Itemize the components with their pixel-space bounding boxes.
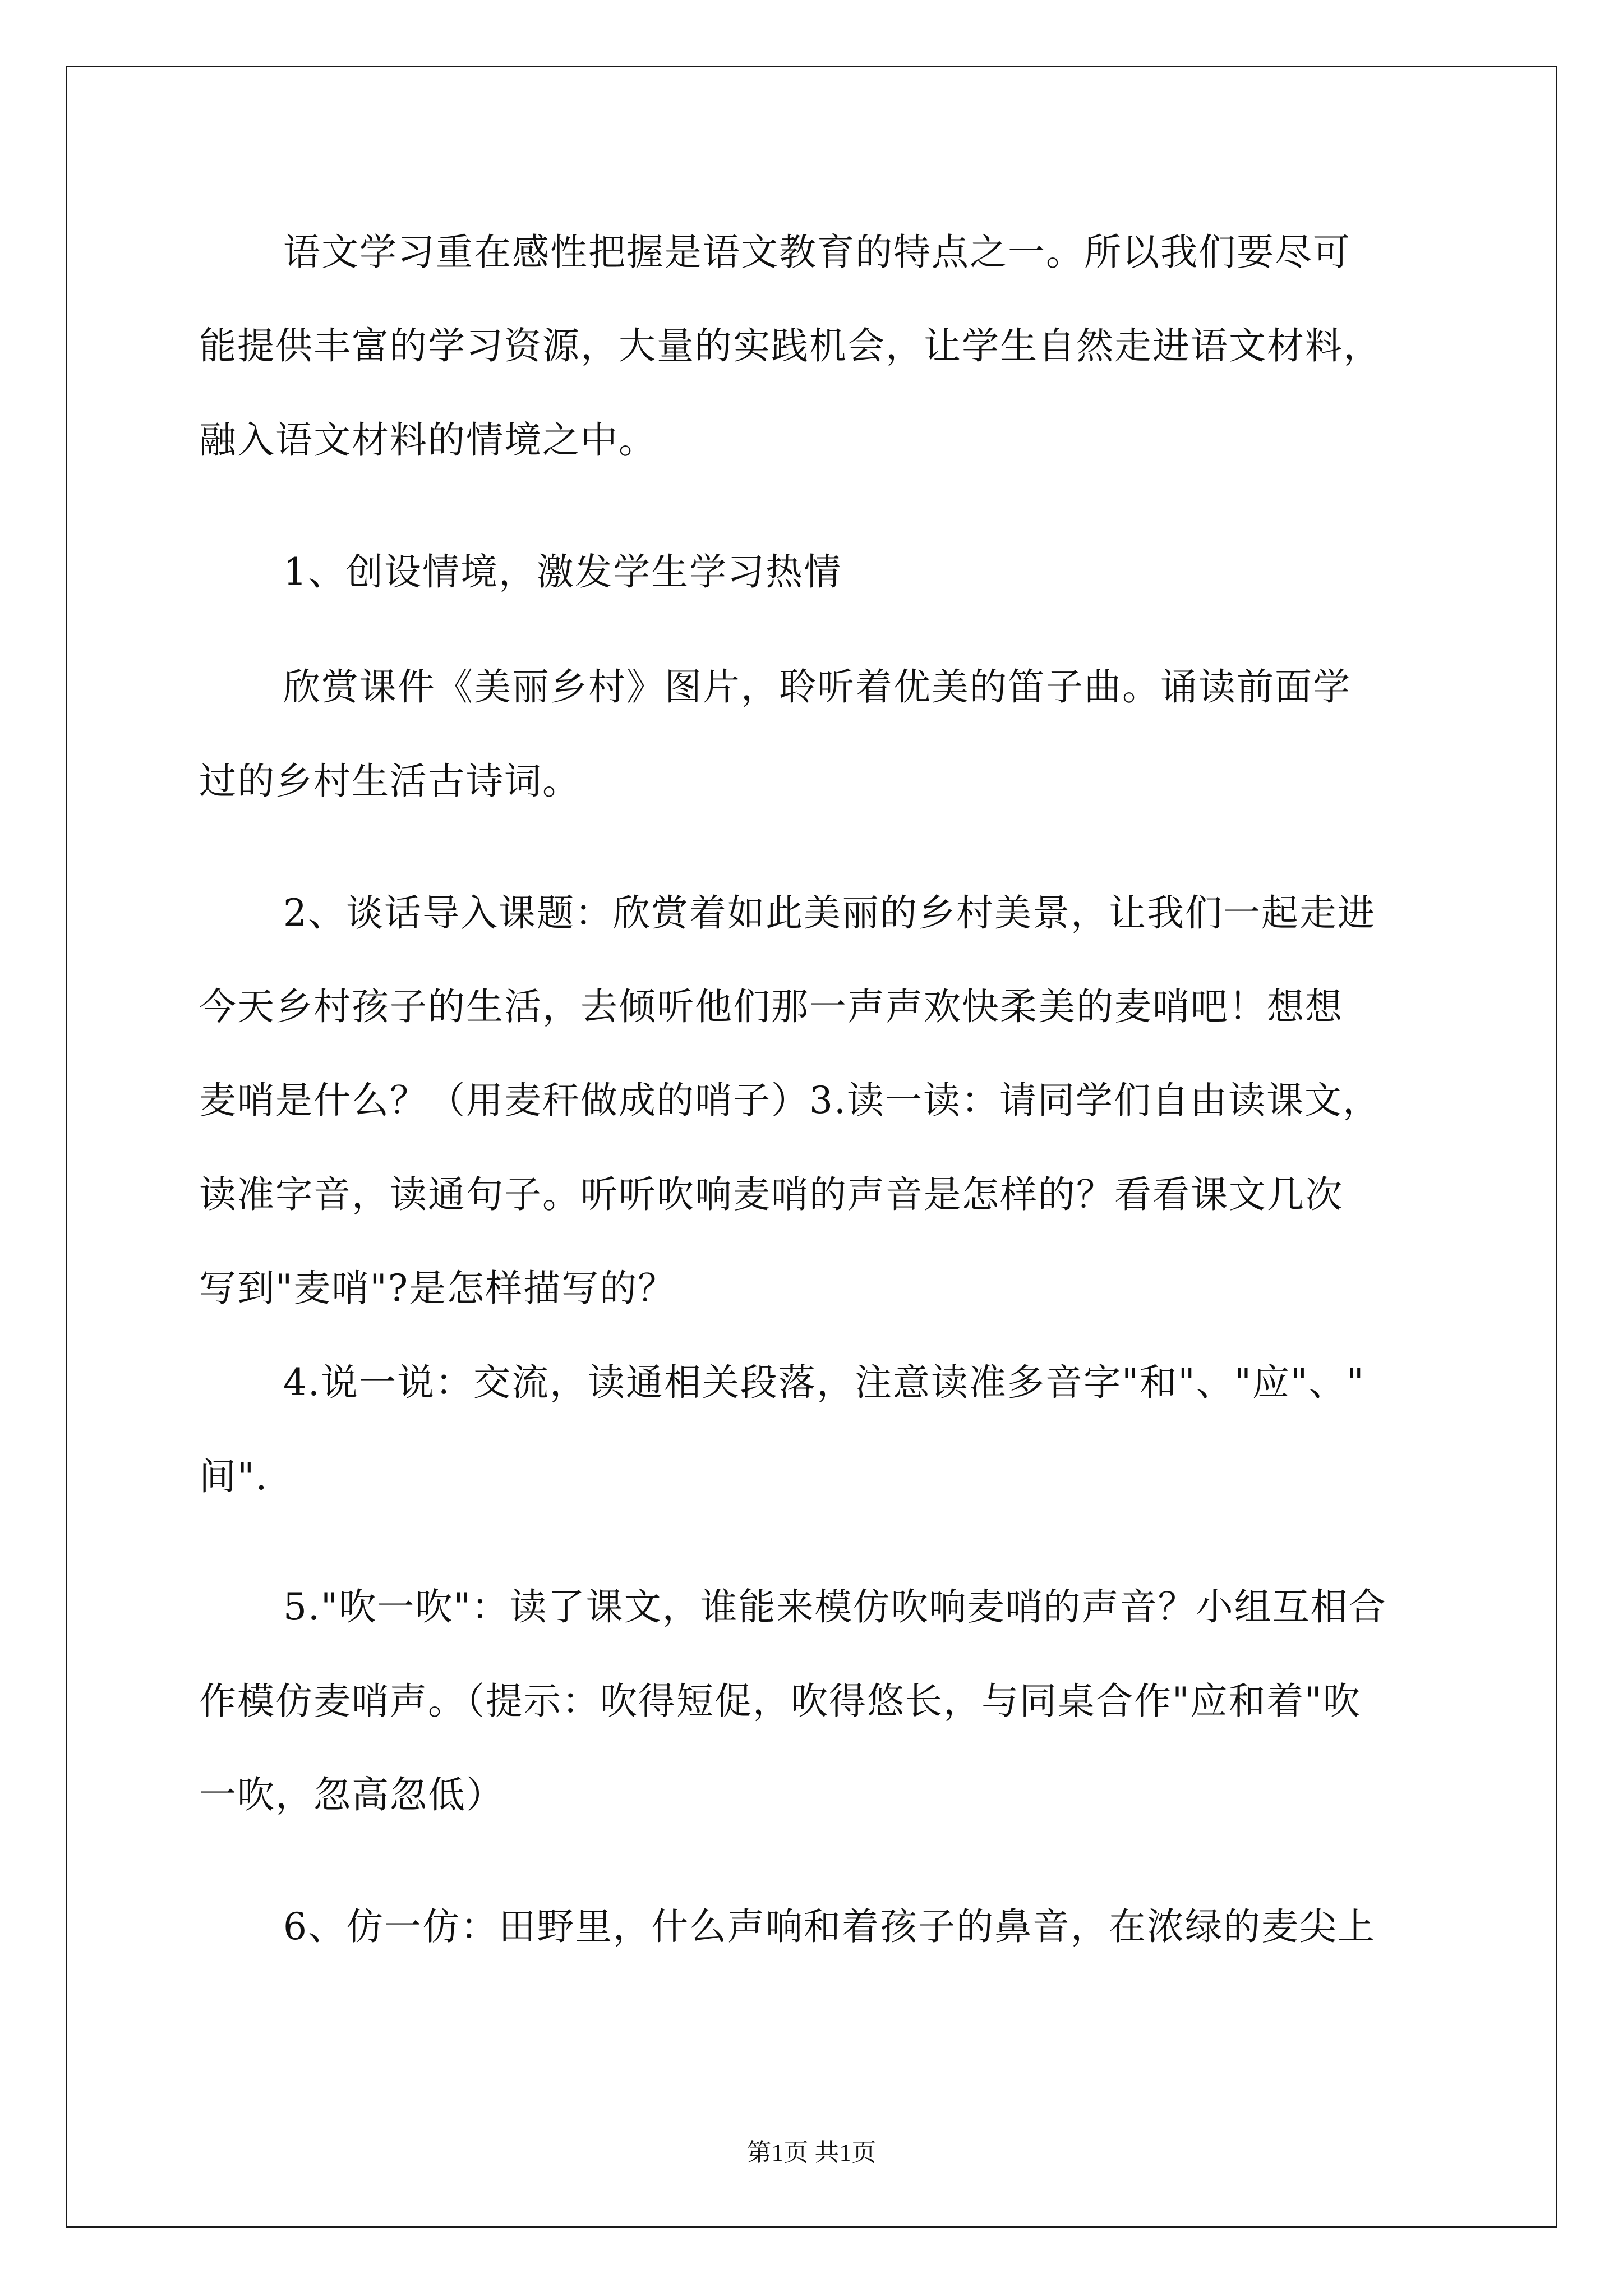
paragraph-line: 6、仿一仿：田野里，什么声响和着孩子的鼻音，在浓绿的麦尖上 — [283, 1905, 1376, 1948]
paragraph-line: 今天乡村孩子的生活，去倾听他们那一声声欢快柔美的麦哨吧！想想 — [199, 985, 1343, 1028]
paragraph-line: 4.说一说：交流，读通相关段落，注意读准多音字"和"、"应"、" — [283, 1361, 1365, 1404]
paragraph-line: 作模仿麦哨声。（提示：吹得短促，吹得悠长，与同桌合作"应和着"吹 — [199, 1680, 1361, 1723]
paragraph-line: 2、谈话导入课题：欣赏着如此美丽的乡村美景，让我们一起走进 — [283, 891, 1376, 935]
paragraph-line: 读准字音，读通句子。听听吹响麦哨的声音是怎样的？看看课文几次 — [199, 1173, 1343, 1216]
paragraph-line: 1、创设情境，激发学生学习热情 — [283, 550, 842, 593]
paragraph-line: 欣赏课件《美丽乡村》图片，聆听着优美的笛子曲。诵读前面学 — [283, 665, 1351, 708]
paragraph-line: 一吹，忽高忽低） — [199, 1773, 504, 1816]
paragraph-line: 间". — [199, 1455, 269, 1498]
paragraph-line: 写到"麦哨"?是怎样描写的？ — [199, 1267, 676, 1310]
page-footer: 第1页 共1页 — [746, 2139, 877, 2166]
paragraph-line: 麦哨是什么？（用麦秆做成的哨子）3.读一读：请同学们自由读课文， — [199, 1079, 1381, 1122]
paragraph-line: 融入语文材料的情境之中。 — [199, 418, 657, 462]
paragraph-line: 5."吹一吹"：读了课文，谁能来模仿吹响麦哨的声音？小组互相合 — [283, 1585, 1387, 1628]
paragraph-line: 语文学习重在感性把握是语文教育的特点之一。所以我们要尽可 — [283, 231, 1351, 274]
paragraph-line: 过的乡村生活古诗词。 — [199, 760, 580, 803]
paragraph-line: 能提供丰富的学习资源，大量的实践机会，让学生自然走进语文材料， — [199, 324, 1381, 367]
